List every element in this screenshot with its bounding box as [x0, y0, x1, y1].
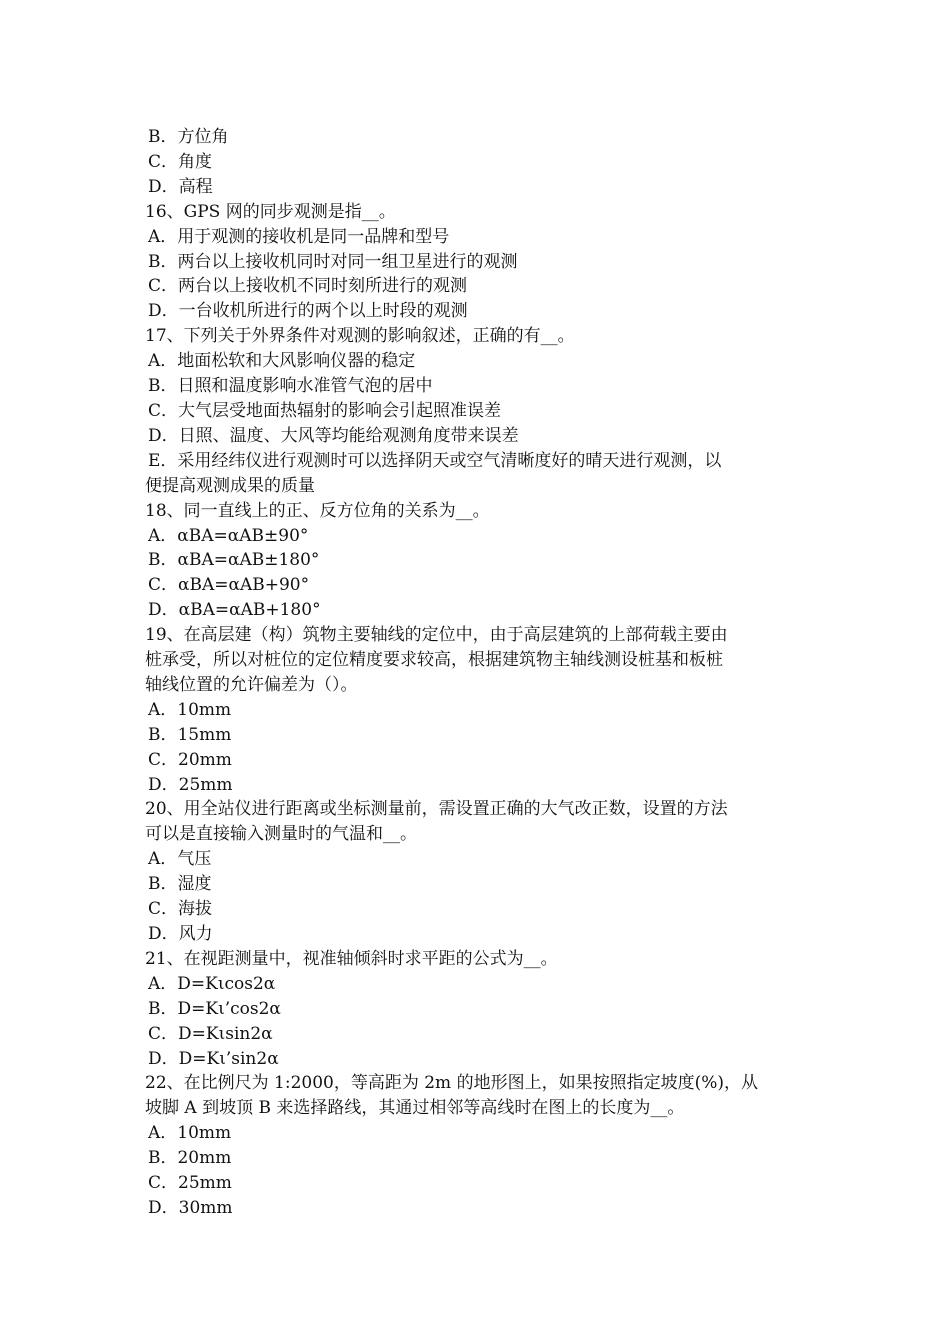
answer-option: C．αBA=αAB+90°: [148, 575, 310, 596]
question-text: 19、在高层建（构）筑物主要轴线的定位中，由于高层建筑的上部荷载主要由: [145, 625, 728, 646]
question-text: 17、下列关于外界条件对观测的影响叙述，正确的有__。: [145, 326, 575, 347]
answer-option: B．两台以上接收机同时对同一组卫星进行的观测: [148, 251, 518, 272]
answer-option: A．气压: [148, 849, 212, 870]
answer-option: D．风力: [148, 924, 213, 944]
answer-option: B．αBA=αAB±180°: [148, 550, 320, 571]
question-text: 22、在比例尺为 1:2000，等高距为 2m 的地形图上，如果按照指定坡度(%)，从: [145, 1073, 759, 1094]
question-text: 18、同一直线上的正、反方位角的关系为__。: [145, 500, 490, 521]
answer-option: C．25mm: [148, 1173, 232, 1194]
answer-option: A．D=Kιcos2α: [148, 973, 276, 994]
question-text: 轴线位置的允许偏差为（）。: [145, 674, 358, 695]
answer-option: B．D=Kι’cos2α: [148, 998, 281, 1019]
answer-option: B．15mm: [148, 724, 232, 745]
question-list: [145, 125, 810, 1221]
question-text: 桩承受，所以对桩位的定位精度要求较高，根据建筑物主轴线测设桩基和板桩: [145, 650, 723, 671]
answer-option: E．采用经纬仪进行观测时可以选择阴天或空气清晰度好的晴天进行观测，以: [148, 450, 722, 471]
answer-option: B．湿度: [148, 874, 212, 895]
question-text: 16、GPS 网的同步观测是指__。: [145, 201, 396, 222]
answer-option: C．大气层受地面热辐射的影响会引起照准误差: [148, 400, 502, 421]
answer-option: A．用于观测的接收机是同一品牌和型号: [148, 226, 450, 247]
question-text: 便提高观测成果的质量: [145, 475, 315, 496]
answer-option: D．αBA=αAB+180°: [148, 600, 321, 621]
question-text: 可以是直接输入测量时的气温和__。: [145, 824, 417, 845]
answer-option: D．25mm: [148, 774, 233, 795]
answer-option: D．D=Kι’sin2α: [148, 1048, 279, 1069]
answer-option: A．αBA=αAB±90°: [148, 525, 309, 546]
question-text: 20、用全站仪进行距离或坐标测量前，需设置正确的大气改正数，设置的方法: [145, 799, 728, 820]
answer-option: D．高程: [148, 176, 213, 197]
answer-option: B．20mm: [148, 1148, 232, 1169]
answer-option: A．地面松软和大风影响仪器的稳定: [148, 351, 416, 372]
answer-option: C．两台以上接收机不同时刻所进行的观测: [148, 276, 468, 297]
answer-option: A．10mm: [148, 1123, 232, 1144]
answer-option: C．海拔: [148, 899, 213, 920]
question-text: 21、在视距测量中，视准轴倾斜时求平距的公式为__。: [145, 948, 558, 969]
answer-option: B．方位角: [148, 127, 229, 147]
answer-option: D．30mm: [148, 1197, 233, 1218]
answer-option: D．一台收机所进行的两个以上时段的观测: [148, 301, 468, 322]
answer-option: C．D=Kιsin2α: [148, 1023, 273, 1044]
question-text: 坡脚 A 到坡顶 B 来选择路线，其通过相邻等高线时在图上的长度为__。: [145, 1098, 685, 1119]
answer-option: D．日照、温度、大风等均能给观测角度带来误差: [148, 425, 519, 446]
answer-option: A．10mm: [148, 699, 232, 720]
answer-option: C．角度: [148, 151, 213, 172]
answer-option: C．20mm: [148, 749, 232, 770]
answer-option: B．日照和温度影响水准管气泡的居中: [148, 376, 433, 397]
